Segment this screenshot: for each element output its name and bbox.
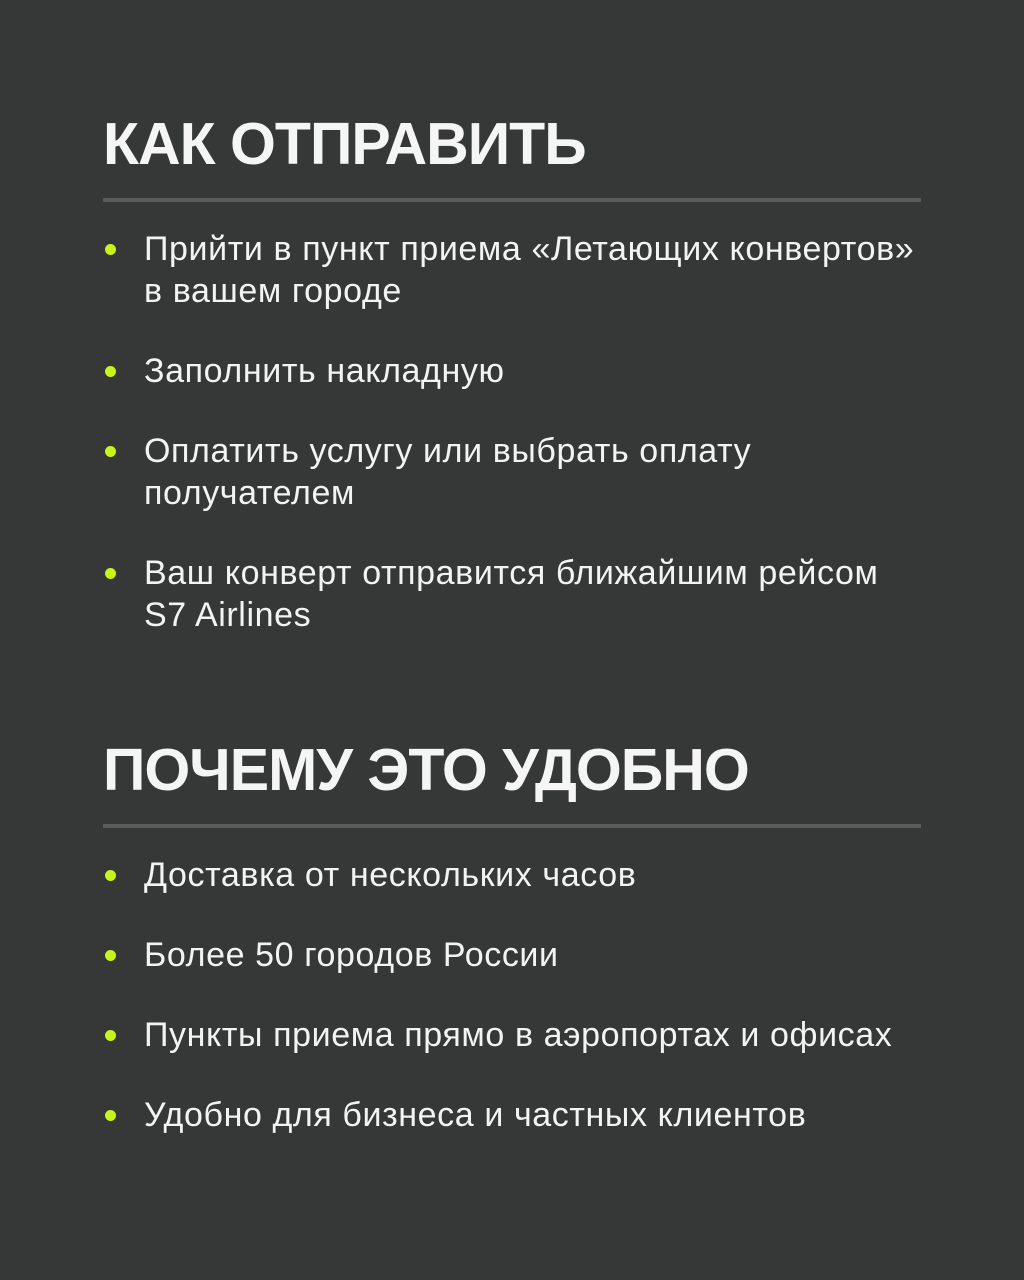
list-item (103, 430, 921, 514)
list-item-text: Более 50 городов России (144, 936, 559, 974)
bullet-dot-icon (105, 366, 116, 377)
list-item-text: Прийти в пункт приема «Летающих конвертов» в вашем городе (144, 230, 915, 310)
section-title: КАК ОТПРАВИТЬ (103, 111, 586, 177)
bullet-dot-icon (105, 950, 116, 961)
benefits-list (103, 854, 921, 1136)
section-why-convenient (103, 734, 921, 1136)
list-item (103, 350, 921, 392)
section-divider (103, 198, 921, 202)
bullet-dot-icon (105, 1030, 116, 1041)
list-item (103, 1014, 921, 1056)
list-item (103, 854, 921, 896)
list-item (103, 552, 921, 636)
bullet-dot-icon (105, 446, 116, 457)
bullet-dot-icon (105, 568, 116, 579)
list-item (103, 1094, 921, 1136)
list-item-text: Пункты приема прямо в аэропортах и офисах (144, 1016, 893, 1054)
bullet-dot-icon (105, 1110, 116, 1121)
list-item-text: Доставка от нескольких часов (144, 856, 637, 894)
section-divider (103, 824, 921, 828)
list-item-text: Удобно для бизнеса и частных клиентов (144, 1096, 807, 1134)
bullet-dot-icon (105, 870, 116, 881)
bullet-dot-icon (105, 244, 116, 255)
list-item-text: Оплатить услугу или выбрать оплату получателем (144, 432, 752, 512)
steps-list (103, 228, 921, 636)
list-item-text: Заполнить накладную (144, 352, 505, 390)
list-item (103, 228, 921, 312)
section-title: ПОЧЕМУ ЭТО УДОБНО (103, 737, 749, 803)
list-item (103, 934, 921, 976)
section-how-to-send (103, 108, 921, 636)
list-item-text: Ваш конверт отправится ближайшим рейсом S7 Airlines (144, 554, 879, 634)
